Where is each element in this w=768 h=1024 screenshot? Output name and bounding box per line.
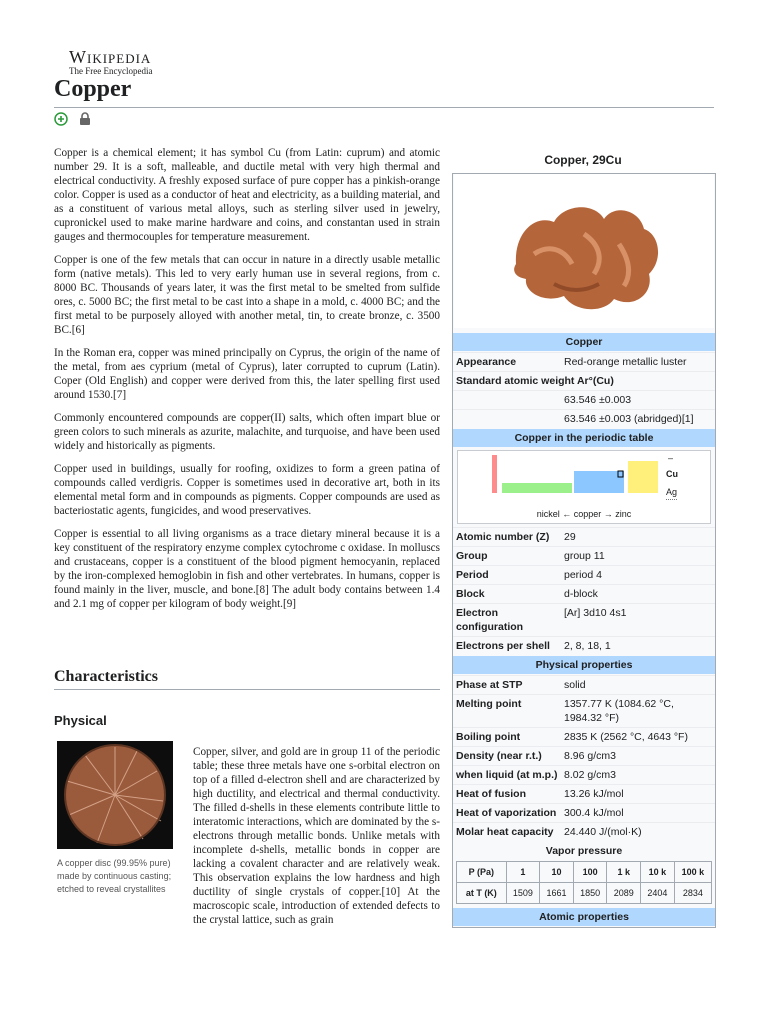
- vapor-pressure-cell: 100 k: [674, 862, 711, 883]
- infobox-row-value: period 4: [564, 569, 602, 581]
- infobox-row-value: 8.02 g/cm3: [564, 769, 616, 781]
- section-heading-physical: Physical: [54, 713, 107, 728]
- copper-disc-figure: [57, 741, 173, 896]
- infobox-row: [453, 784, 715, 803]
- infobox-row: [453, 803, 715, 822]
- infobox-row-value: 24.440 J/(mol·K): [564, 826, 642, 838]
- infobox-row-label[interactable]: Electron configuration: [456, 607, 524, 633]
- infobox-row: [453, 727, 715, 746]
- pt-above-symbol: –: [668, 453, 674, 463]
- infobox-caption: Copper, 29Cu: [544, 153, 622, 167]
- infobox-row-label[interactable]: Melting point: [456, 698, 522, 710]
- section-heading-characteristics: Characteristics: [54, 668, 440, 690]
- vapor-temperature-cell: 1509: [506, 883, 540, 904]
- title-divider: [54, 107, 714, 108]
- infobox-row: [453, 636, 715, 655]
- infobox-row-value: 2, 8, 18, 1: [564, 640, 611, 652]
- paragraph: Copper is one of the few metals that can occur in nature in a directly usable metallic form (native metals). This led to very early human use in several regions, from c. 8000 BC. Thousands of years later, it was the first metal to be smelted from sulfide ores, c. 5000 BC; the first metal to be cast into a shape in a mold, c. 4000 BC; and the first metal to be purposely alloyed with another metal, tin, to create bronze, c. 3500 BC.[6]: [54, 254, 440, 336]
- infobox-row-value: 13.26 kJ/mol: [564, 788, 624, 800]
- infobox-header-atomic: Atomic properties: [453, 908, 715, 926]
- periodic-table-graphic[interactable]: [460, 453, 660, 505]
- infobox-row: [453, 765, 715, 784]
- infobox-row: [453, 565, 715, 584]
- infobox-row: [453, 584, 715, 603]
- infobox-row-label[interactable]: Group: [456, 550, 488, 562]
- logo-tagline: The Free Encyclopedia: [69, 66, 153, 76]
- vapor-pressure-cell: 100: [573, 862, 607, 883]
- wikipedia-logo[interactable]: [69, 48, 169, 76]
- infobox-row-value: solid: [564, 679, 586, 691]
- infobox: [452, 173, 716, 928]
- pt-below-symbol[interactable]: Ag: [666, 485, 677, 500]
- infobox-row-value: 1357.77 K (1084.62 °C, 1984.32 °F): [564, 698, 674, 724]
- infobox-row-value: group 11: [564, 550, 605, 562]
- infobox-row-value: 300.4 kJ/mol: [564, 807, 624, 819]
- vapor-p-label[interactable]: P (Pa): [457, 862, 507, 883]
- paragraph: In the Roman era, copper was mined principally on Cyprus, the origin of the name of the metal, from aes cyprium (metal of Cyprus), later corrupted to cuprum (Latin). Coper (Old English) and copper were derived from this, the later spelling first used around 1530.[7]: [54, 347, 440, 401]
- paragraph: Copper used in buildings, usually for roofing, oxidizes to form a green patina of compounds called verdigris. Copper is sometimes used in decorative art, both in its elemental metal form and in compounds as pigments. Copper compounds are used as bacteriostatic agents, fungicides, and wood preservatives.: [54, 463, 440, 517]
- native-copper-image[interactable]: [454, 174, 714, 328]
- infobox-row: [453, 694, 715, 727]
- infobox-row-label[interactable]: Block: [456, 588, 485, 600]
- paragraph: Copper is a chemical element; it has symbol Cu (from Latin: cuprum) and atomic number 29. It is a soft, malleable, and ductile metal with very high thermal and electrical conductivity. A freshly exposed surface of pure copper has a pinkish-orange color. Copper is used as a conductor of heat and electricity, as a building material, and as a constituent of various metal alloys, such as sterling silver used in jewelry, cupronickel used to make marine hardware and coins, and constantan used in strain gauges and thermocouples for temperature measurement.: [54, 147, 440, 243]
- infobox-row-value: 29: [564, 531, 576, 543]
- vapor-t-label[interactable]: at T (K): [457, 883, 507, 904]
- infobox-row-value: [Ar] 3d10 4s1: [564, 607, 627, 619]
- infobox-row-label[interactable]: Heat of fusion: [456, 788, 526, 800]
- vapor-temperature-cell: 1850: [573, 883, 607, 904]
- copper-disc-image[interactable]: [57, 741, 173, 849]
- article-intro: [54, 146, 440, 620]
- appearance-label: Appearance: [456, 356, 517, 368]
- vapor-pressure-title: Vapor pressure: [545, 845, 623, 857]
- infobox-row-label[interactable]: Electrons per shell: [456, 640, 550, 652]
- logo-wordmark: Wikipedia: [69, 47, 152, 67]
- infobox-row-value: 2835 K (2562 °C, 4643 °F): [564, 731, 688, 743]
- infobox-row: [453, 746, 715, 765]
- vapor-pressure-cell: 10 k: [641, 862, 675, 883]
- infobox-row-label[interactable]: Boiling point: [456, 731, 521, 743]
- infobox-row-label[interactable]: Period: [456, 569, 489, 581]
- infobox-row-label[interactable]: Heat of vaporization: [456, 807, 557, 819]
- appearance-value: Red-orange metallic luster: [564, 356, 687, 368]
- physical-paragraph: Copper, silver, and gold are in group 11 of the periodic table; these three metals have one s-orbital electron on top of a filled d-electron shell and are characterized by high ductility, and electrical and thermal conductivity. The filled d-shells in these elements contribute little to interatomic interactions, which are dominated by the s-electrons through metallic bonds. Unlike metals with incomplete d-shells, metallic bonds in copper are lacking a covalent character and are relatively weak. This observation explains the low hardness and high ductility of single crystals of copper.[10] At the macroscopic scale, introduction of extended defects to the crystal lattice, such as grain: [193, 746, 440, 926]
- vapor-pressure-cell: 1: [506, 862, 540, 883]
- pt-neighbors[interactable]: nickel ← copper → zinc: [536, 509, 632, 519]
- infobox-row-label[interactable]: Molar heat capacity: [456, 826, 554, 838]
- infobox-row-label[interactable]: Density (near r.t.): [456, 750, 542, 762]
- infobox-row-value: 8.96 g/cm3: [564, 750, 616, 762]
- infobox-row: [453, 603, 715, 636]
- page-title: Copper: [54, 76, 132, 102]
- vapor-pressure-cell: 10: [540, 862, 574, 883]
- paragraph: Commonly encountered compounds are copper(II) salts, which often impart blue or green colors to such minerals as azurite, malachite, and turquoise, and have been used widely and historically as pigments.: [54, 412, 440, 452]
- vapor-temperature-cell: 2834: [674, 883, 711, 904]
- infobox-row: [453, 675, 715, 694]
- periodic-table-widget[interactable]: [457, 450, 711, 524]
- figure-caption: A copper disc (99.95% pure) made by continuous casting; etched to reveal crystallites: [57, 858, 172, 894]
- atomic-weight-abridged: 63.546 ±0.003 (abridged)[1]: [564, 413, 694, 425]
- pt-symbol: Cu: [666, 469, 678, 479]
- lock-icon[interactable]: [78, 112, 92, 126]
- infobox-header-physical: Physical properties: [453, 656, 715, 674]
- vapor-pressure-table: [456, 861, 712, 904]
- infobox-header-element: Copper: [453, 333, 715, 351]
- vapor-temperature-cell: 1661: [540, 883, 574, 904]
- paragraph: Copper is essential to all living organisms as a trace dietary mineral because it is a key constituent of the respiratory enzyme complex cytochrome c oxidase. In molluscs and crustaceans, copper is a constituent of the blood pigment hemocyanin, replaced by the iron-complexed hemoglobin in fish and other vertebrates. In humans, copper is found mainly in the liver, muscle, and bone.[8] The adult body contains between 1.4 and 2.1 mg of copper per kilogram of body weight.[9]: [54, 528, 440, 610]
- infobox-row-label[interactable]: Phase at STP: [456, 679, 523, 691]
- infobox-row: [453, 546, 715, 565]
- infobox-row: [453, 527, 715, 546]
- infobox-row-label[interactable]: Atomic number (Z): [456, 531, 550, 543]
- infobox-row-label[interactable]: when liquid (at m.p.): [456, 769, 558, 781]
- vapor-temperature-cell: 2404: [641, 883, 675, 904]
- vapor-pressure-cell: 1 k: [607, 862, 641, 883]
- vapor-temperature-cell: 2089: [607, 883, 641, 904]
- infobox-header-periodic: Copper in the periodic table: [453, 429, 715, 447]
- atomic-weight-label[interactable]: Standard atomic weight Ar°(Cu): [456, 375, 614, 387]
- infobox-row: [453, 822, 715, 841]
- infobox-row-value: d-block: [564, 588, 598, 600]
- good-article-icon[interactable]: [54, 112, 68, 126]
- atomic-weight-value: 63.546 ±0.003: [564, 394, 632, 406]
